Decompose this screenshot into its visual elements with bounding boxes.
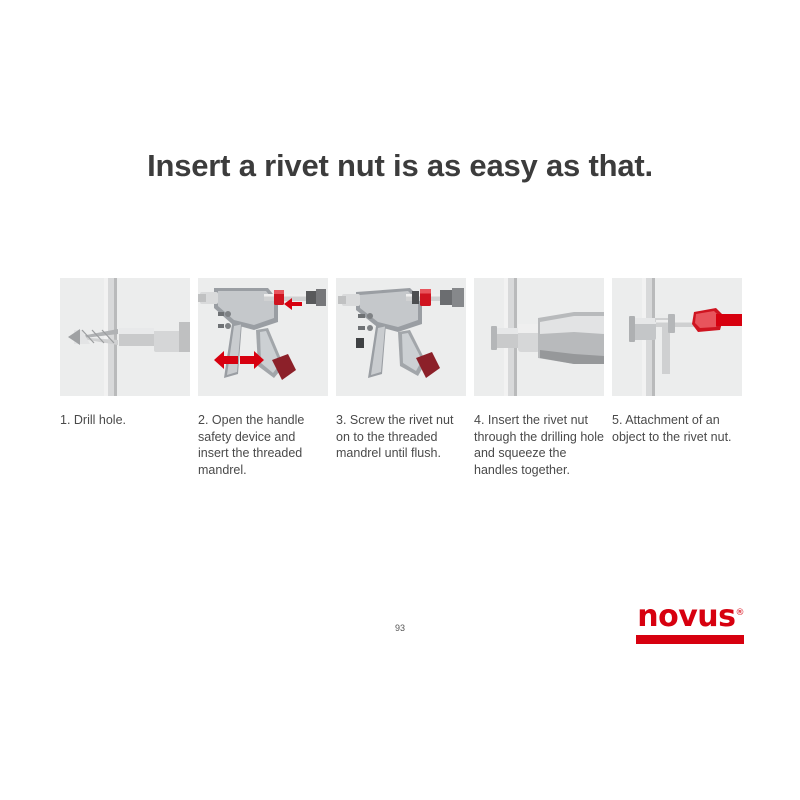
- logo-text: novus: [637, 599, 736, 634]
- step-1-illustration: [60, 278, 190, 396]
- logo-bar: [636, 635, 744, 644]
- step-5-caption: 5. Attachment of an object to the rivet nut.: [612, 413, 732, 444]
- page-title: Insert a rivet nut is as easy as that.: [147, 148, 653, 183]
- step-1: [60, 278, 190, 478]
- novus-logo: [636, 598, 744, 644]
- step-2-illustration: [198, 278, 328, 396]
- steps-row: [60, 278, 750, 478]
- step-4-caption: 4. Insert the rivet nut through the drilling hole and squeeze the handles together.: [474, 413, 604, 477]
- step-3: [336, 278, 466, 478]
- registered-mark: ®: [735, 608, 744, 618]
- step-2: [198, 278, 328, 478]
- step-3-caption: 3. Screw the rivet nut on to the threaded mandrel until flush.: [336, 413, 454, 460]
- page-number: 93: [394, 623, 405, 633]
- step-5: [612, 278, 742, 478]
- step-1-caption: 1. Drill hole.: [60, 413, 126, 427]
- logo-wordmark: [636, 598, 744, 632]
- step-2-caption: 2. Open the handle safety device and insert the threaded mandrel.: [198, 413, 305, 477]
- step-5-illustration: [612, 278, 742, 396]
- step-3-illustration: [336, 278, 466, 396]
- step-4-illustration: [474, 278, 604, 396]
- step-4: [474, 278, 604, 478]
